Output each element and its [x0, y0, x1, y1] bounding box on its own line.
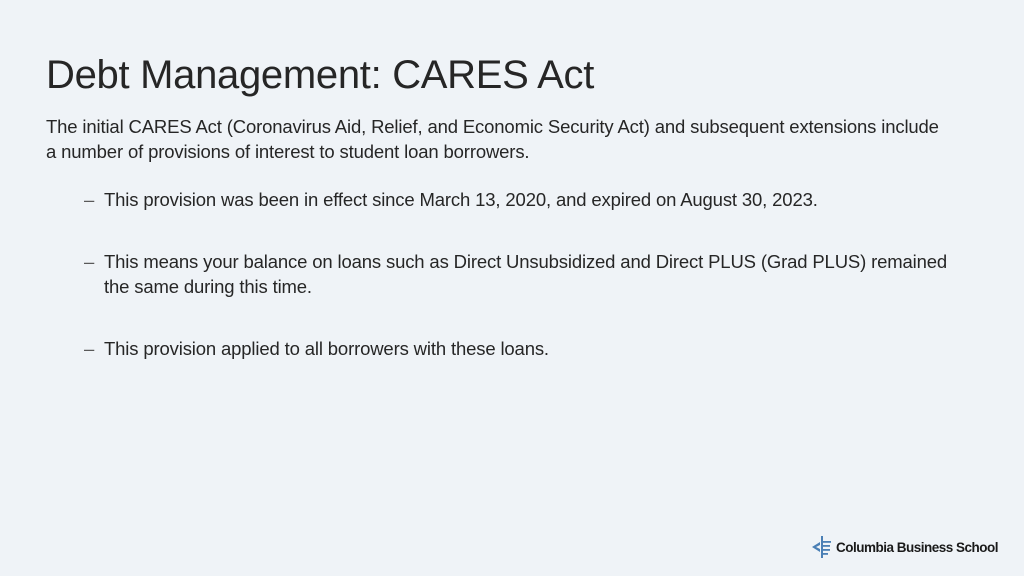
- columbia-business-school-logo: [812, 534, 998, 560]
- dash-marker: –: [84, 251, 95, 272]
- bullet-text: This provision was been in effect since March 13, 2020, and expired on August 30, 2023.: [104, 189, 818, 210]
- columbia-crown-icon: [812, 536, 832, 558]
- dash-marker: –: [84, 338, 95, 359]
- logo-wordmark: Columbia Business School: [835, 539, 998, 555]
- list-item: [84, 336, 954, 361]
- slide-title: Debt Management: CARES Act: [46, 52, 595, 97]
- dash-marker: –: [84, 189, 95, 210]
- intro-paragraph: The initial CARES Act (Coronavirus Aid, Relief, and Economic Security Act) and subsequent extensions include a number of provisions of interest to student loan borrowers.: [46, 115, 939, 162]
- bullet-list: [84, 187, 954, 361]
- list-item: [84, 249, 954, 299]
- bullet-text: This provision applied to all borrowers with these loans.: [104, 338, 549, 359]
- list-item: [84, 187, 954, 212]
- bullet-text: This means your balance on loans such as Direct Unsubsidized and Direct PLUS (Grad PLUS) remained the same during this time.: [104, 251, 948, 297]
